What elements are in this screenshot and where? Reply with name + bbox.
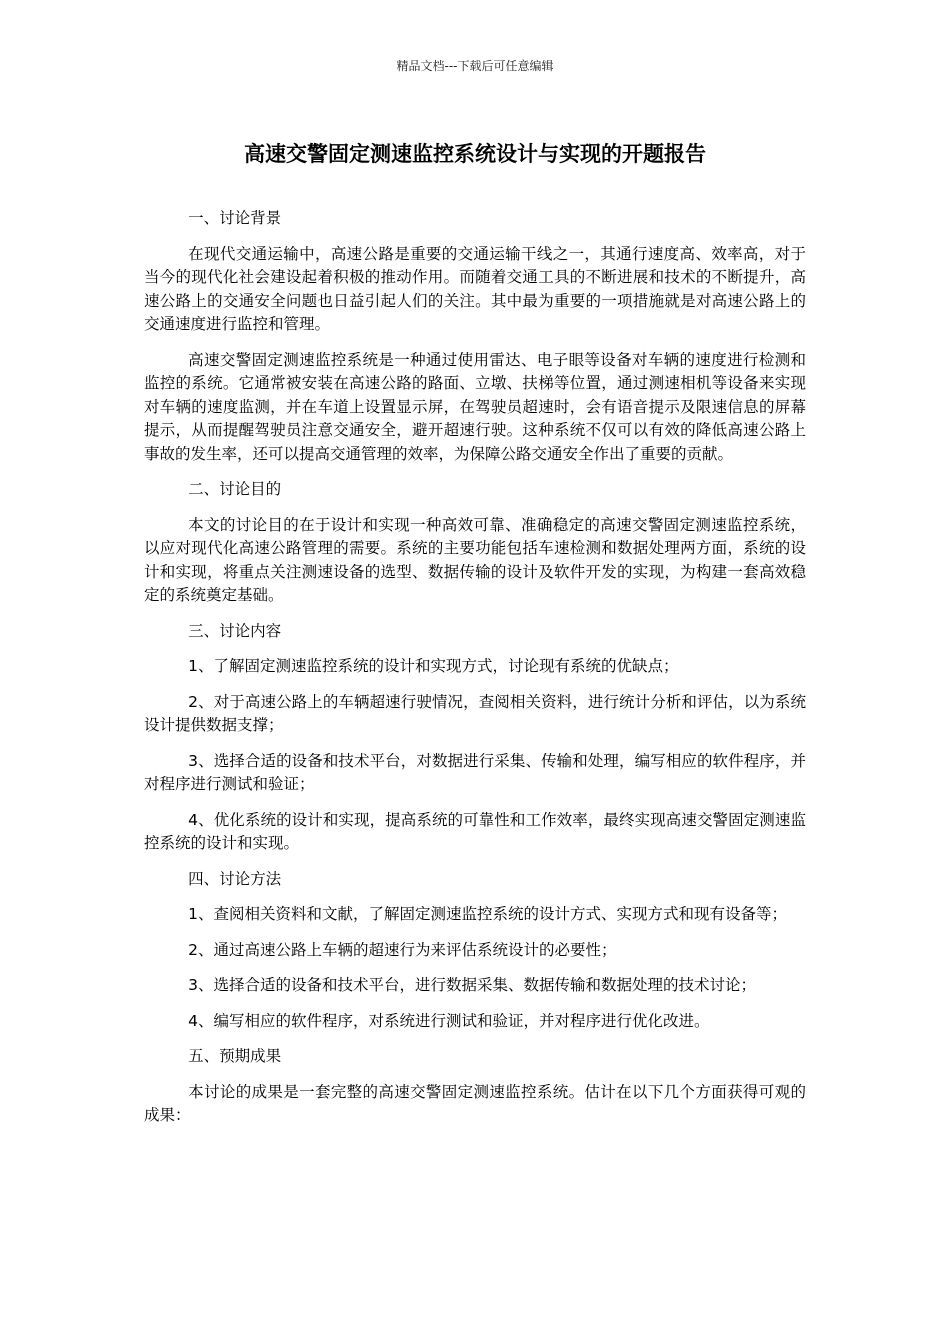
section-heading-results: 五、预期成果 [188, 1047, 282, 1065]
list-item: 2、对于高速公路上的车辆超速行驶情况，查阅相关资料，进行统计分析和评估，以为系统设计提供数据支撑； [144, 692, 806, 734]
list-item: 1、了解固定测速监控系统的设计和实现方式，讨论现有系统的优缺点； [188, 657, 679, 675]
list-item: 1、查阅相关资料和文献，了解固定测速监控系统的设计方式、实现方式和现有设备等； [188, 905, 788, 923]
list-item: 3、选择合适的设备和技术平台，对数据进行采集、传输和处理，编写相应的软件程序，并对程序进行测试和验证； [144, 751, 806, 793]
list-item: 4、优化系统的设计和实现，提高系统的可靠性和工作效率，最终实现高速交警固定测速监控系统的设计和实现。 [144, 810, 806, 852]
section-heading-content: 三、讨论内容 [188, 621, 282, 640]
header-note: 精品文档---下载后可任意编辑 [396, 59, 554, 73]
list-item: 2、通过高速公路上车辆的超速行为来评估系统设计的必要性； [188, 940, 617, 959]
paragraph: 本文的讨论目的在于设计和实现一种高效可靠、准确稳定的高速交警固定测速监控系统，以应对现代化高速公路管理的需要。系统的主要功能包括车速检测和数据处理两方面，系统的设计和实现，将重点关注测速设备的选型、数据传输的设计及软件开发的实现，为构建一套高效稳定的系统奠定基础。 [144, 515, 806, 604]
section-heading-background: 一、讨论背景 [188, 209, 282, 227]
section-heading-purpose: 二、讨论目的 [188, 480, 282, 498]
document-title: 高速交警固定测速监控系统设计与实现的开题报告 [244, 142, 706, 166]
paragraph: 在现代交通运输中，高速公路是重要的交通运输干线之一，其通行速度高、效率高，对于当今的现代化社会建设起着积极的推动作用。而随着交通工具的不断进展和技术的不断提升，高速公路上的交通安全问题也日益引起人们的关注。其中最为重要的一项措施就是对高速公路上的交通速度进行监控和管理。 [144, 244, 806, 333]
paragraph: 高速交警固定测速监控系统是一种通过使用雷达、电子眼等设备对车辆的速度进行检测和监控的系统。它通常被安装在高速公路的路面、立墩、扶梯等位置，通过测速相机等设备来实现对车辆的速度监测，并在车道上设置显示屏，在驾驶员超速时，会有语音提示及限速信息的屏幕提示，从而提醒驾驶员注意交通安全，避开超速行驶。这种系统不仅可以有效的降低高速公路上事故的发生率，还可以提高交通管理的效率，为保障公路交通安全作出了重要的贡献。 [144, 350, 806, 463]
section-heading-method: 四、讨论方法 [188, 869, 282, 888]
paragraph: 本讨论的成果是一套完整的高速交警固定测速监控系统。估计在以下几个方面获得可观的成果： [144, 1082, 806, 1124]
list-item: 3、选择合适的设备和技术平台，进行数据采集、数据传输和数据处理的技术讨论； [188, 976, 757, 994]
list-item: 4、编写相应的软件程序，对系统进行测试和验证，并对程序进行优化改进。 [188, 1011, 710, 1030]
document-body [144, 207, 806, 1140]
